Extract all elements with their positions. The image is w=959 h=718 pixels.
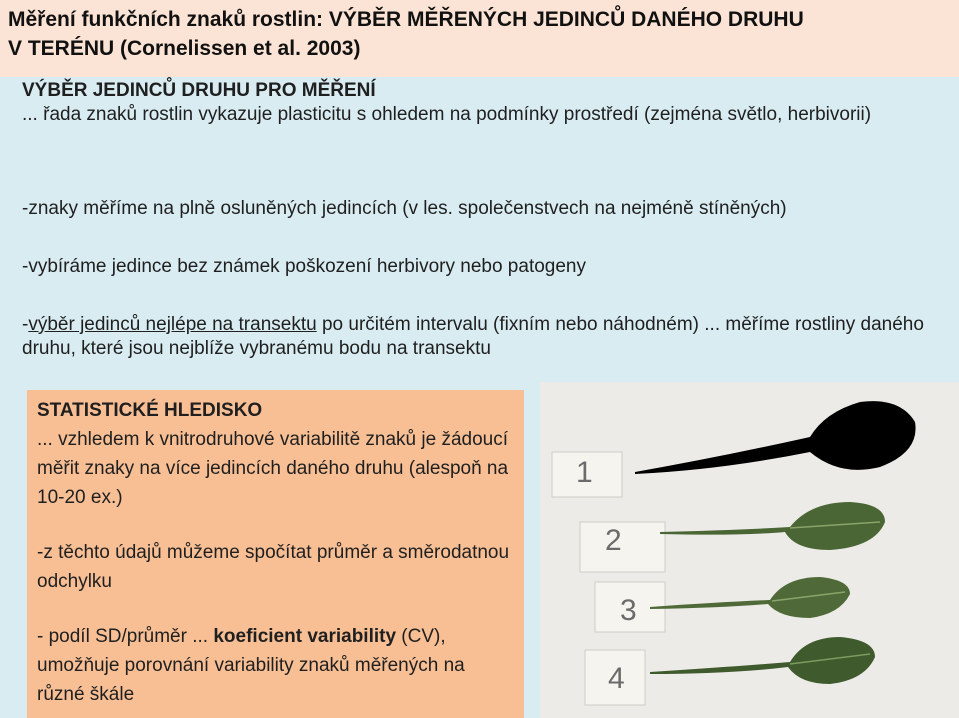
statistics-text-3-rest: (CV), umožňuje porovnání variability znaků měřených na různé škále <box>37 626 465 705</box>
label-card-2 <box>580 522 665 572</box>
point-undamaged: -vybíráme jedince bez známek poškození herbivory nebo patogeny <box>22 256 586 277</box>
statistics-text-1: ... vzhledem k vnitrodruhové variabilitě znaků je žádoucí měřit znaky na více jedincích daného druhu (alespoň na 10-20 ex.) <box>37 429 509 508</box>
slide-title-line1: Měření funkčních znaků rostlin: VÝBĚR MĚŘENÝCH JEDINCŮ DANÉHO DRUHU <box>8 8 804 31</box>
slide-title-line2: V TERÉNU (Cornelissen et al. 2003) <box>8 37 361 60</box>
title-bar <box>0 0 959 77</box>
label-number-2: 2 <box>605 524 622 557</box>
label-number-1: 1 <box>576 456 593 489</box>
statistics-text-2: -z těchto údajů můžeme spočítat průměr a směrodatnou odchylku <box>37 542 510 592</box>
coefficient-of-variation-term: koeficient variability <box>213 626 397 647</box>
point-transect <box>22 313 952 361</box>
intro-text: ... řada znaků rostlin vykazuje plasticitu s ohledem na podmínky prostředí (zejména světlo, herbivorii) <box>22 104 872 125</box>
leaf-photo-illustration <box>540 382 959 718</box>
point-transect-underlined: výběr jedinců nejlépe na transektu <box>28 314 317 335</box>
point-sunlit: -znaky měříme na plně osluněných jedincích (v les. společenstvech na nejméně stíněných) <box>22 198 787 219</box>
statistics-text-3 <box>37 622 514 709</box>
point-transect-prefix: - <box>22 314 29 335</box>
statistics-heading: STATISTICKÉ HLEDISKO <box>37 400 263 421</box>
statistics-text-3-prefix: - podíl SD/průměr ... <box>37 626 214 647</box>
label-number-3: 3 <box>620 594 637 627</box>
label-number-4: 4 <box>608 662 625 695</box>
point-transect-rest: po určitém intervalu (fixním nebo náhodném) ... měříme rostliny daného druhu, které jsou nejblíže vybranému bodu na transektu <box>22 314 924 359</box>
leaf-photo <box>540 382 959 718</box>
main-content <box>22 79 952 359</box>
statistics-box <box>27 390 524 718</box>
section-heading: VÝBĚR JEDINCŮ DRUHU PRO MĚŘENÍ <box>22 80 376 101</box>
